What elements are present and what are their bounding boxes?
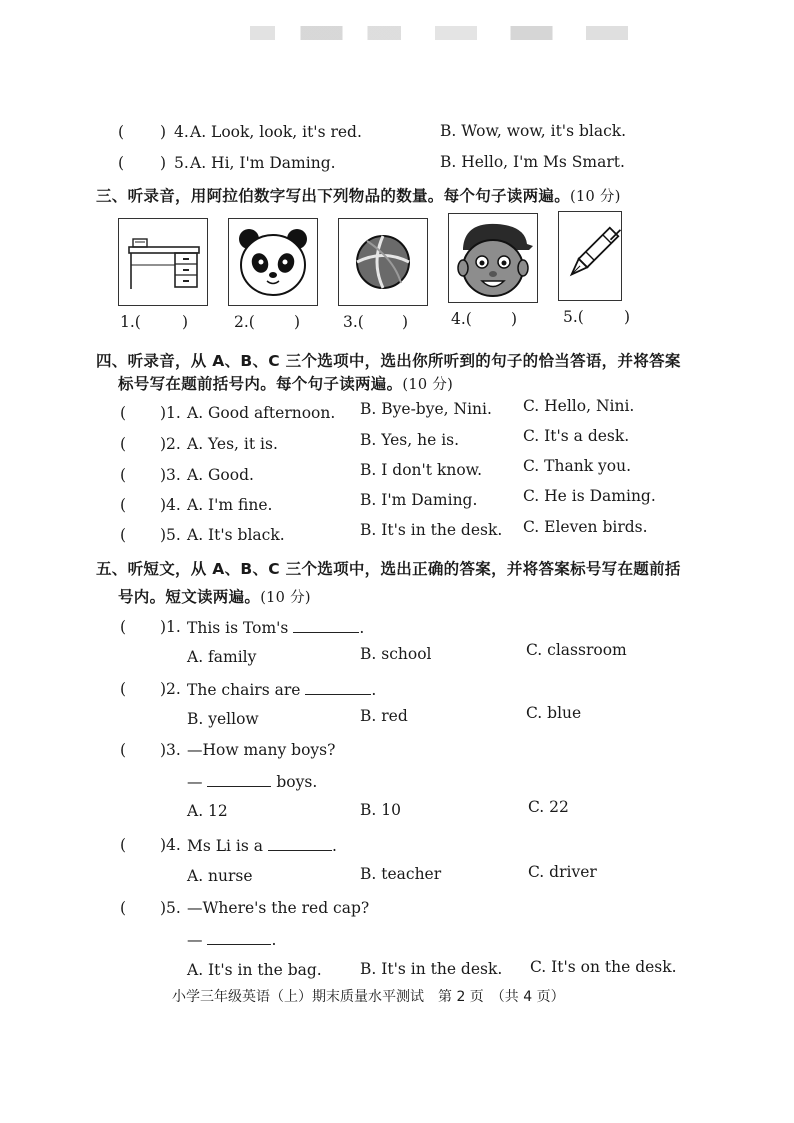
option-c: C. classroom [526,641,627,659]
part3-heading-text: 三、听录音，用阿拉伯数字写出下列物品的数量。每个句子读两遍。 [96,187,571,205]
answer-blank [207,930,271,945]
question-number: )3. [160,466,181,484]
question-number: 5. [174,154,189,172]
part5-points: (10 分) [260,590,311,606]
count-label-close: ) [511,310,518,328]
answer-line [187,772,317,791]
option-a: A. I'm fine. [187,496,273,514]
question-number: )5. [160,526,181,544]
option-b: B. teacher [360,865,442,883]
part4-heading-text: 标号写在题前括号内。每个句子读两遍。 [118,375,403,393]
part5-heading-text: 号内。短文读两遍。 [118,588,261,606]
question-stem: —Where's the red cap? [187,899,370,917]
question-number: )4. [160,496,181,514]
option-b: B. Hello, I'm Ms Smart. [440,153,625,171]
option-a: B. yellow [187,710,259,728]
option-b: B. red [360,707,408,725]
panda-icon [229,219,317,305]
answer-paren-open: ( [120,741,127,759]
pen-icon [559,212,621,300]
desk-icon [119,219,207,305]
part4-points: (10 分) [402,377,454,393]
stem-end: . [359,619,365,637]
option-a: A. Look, look, it's red. [190,123,362,141]
part4-heading-line2 [118,372,453,394]
answer-paren-open: ( [120,618,127,636]
option-a: A. 12 [187,802,228,820]
option-b: B. It's in the desk. [360,521,503,539]
answer-line [187,930,276,949]
answer-paren-open: ( [118,154,125,172]
part3-points: (10 分) [570,189,621,205]
answer-paren-open: ( [120,435,127,453]
boy-picture [448,213,538,303]
option-b: B. I'm Daming. [360,491,478,509]
stem-end: . [271,931,277,949]
dash: — [187,931,203,949]
desk-picture [118,218,208,306]
panda-picture [228,218,318,306]
question-number: )1. [160,618,181,636]
question-number: )2. [160,680,181,698]
stem-text: Ms Li is a [187,837,264,855]
count-label-close: ) [294,313,301,331]
option-a: A. Good afternoon. [187,404,336,422]
stem-text: The chairs are [187,681,301,699]
option-b: B. 10 [360,801,401,819]
part4-heading: 四、听录音，从 A、B、C 三个选项中，选出你所听到的句子的恰当答语，并将答案 [96,352,681,370]
stem-end: . [371,681,377,699]
page-footer: 小学三年级英语（上）期末质量水平测试 第 2 页 （共 4 页） [172,989,565,1005]
option-b: B. Yes, he is. [360,431,460,449]
part5-heading: 五、听短文，从 A、B、C 三个选项中，选出正确的答案，并将答案标号写在题前括 [96,560,681,578]
scan-header-strip [250,26,670,40]
answer-paren-open: ( [120,404,127,422]
option-b: B. Wow, wow, it's black. [440,122,627,140]
stem-end: . [331,837,337,855]
option-a: A. Hi, I'm Daming. [190,154,336,172]
count-label-close: ) [402,313,409,331]
option-c: C. blue [526,704,582,722]
ball-icon [339,219,427,305]
question-number: )1. [160,404,181,422]
answer-paren-open: ( [120,899,127,917]
option-c: C. 22 [528,798,569,816]
option-b: B. I don't know. [360,461,483,479]
ball-picture [338,218,428,306]
question-number: )5. [160,899,181,917]
count-label: 3.( [343,313,364,331]
question-number: )2. [160,435,181,453]
count-label-close: ) [624,308,631,326]
answer-paren-open: ( [120,526,127,544]
option-c: C. Thank you. [523,457,632,475]
answer-blank [207,772,271,787]
option-c: C. It's on the desk. [530,958,677,976]
count-label: 2.( [234,313,255,331]
answer-paren-open: ( [120,680,127,698]
option-c: C. He is Daming. [523,487,656,505]
count-label-close: ) [182,313,189,331]
answer-blank [305,680,371,695]
question-number: 4. [174,123,189,141]
question-stem [187,680,376,699]
option-b: B. Bye-bye, Nini. [360,400,492,418]
question-stem [187,618,364,637]
option-b: B. It's in the desk. [360,960,503,978]
option-c: C. Hello, Nini. [523,397,635,415]
dash: — [187,773,203,791]
answer-paren-open: ( [118,123,125,141]
part3-heading [96,184,621,206]
answer-blank [268,836,332,851]
answer-paren-close: ) [160,123,167,141]
option-a: A. It's black. [187,526,285,544]
count-label: 5.( [563,308,584,326]
boy-icon [449,214,537,302]
answer-blank [293,618,359,633]
option-b: B. school [360,645,432,663]
answer-tail: boys. [276,773,318,791]
option-c: C. It's a desk. [523,427,630,445]
question-number: )3. [160,741,181,759]
option-a: A. Yes, it is. [187,435,278,453]
option-a: A. Good. [187,466,254,484]
count-label: 4.( [451,310,472,328]
answer-paren-open: ( [120,836,127,854]
answer-paren-open: ( [120,496,127,514]
count-label: 1.( [120,313,141,331]
option-c: C. Eleven birds. [523,518,648,536]
part5-heading-line2 [118,585,311,607]
option-a: A. nurse [187,867,253,885]
pen-picture [558,211,622,301]
answer-paren-open: ( [120,466,127,484]
stem-text: This is Tom's [187,619,289,637]
answer-paren-close: ) [160,154,167,172]
question-number: )4. [160,836,181,854]
question-stem: —How many boys? [187,741,336,759]
option-a: A. family [187,648,257,666]
question-stem [187,836,337,855]
option-a: A. It's in the bag. [187,961,322,979]
option-c: C. driver [528,863,597,881]
